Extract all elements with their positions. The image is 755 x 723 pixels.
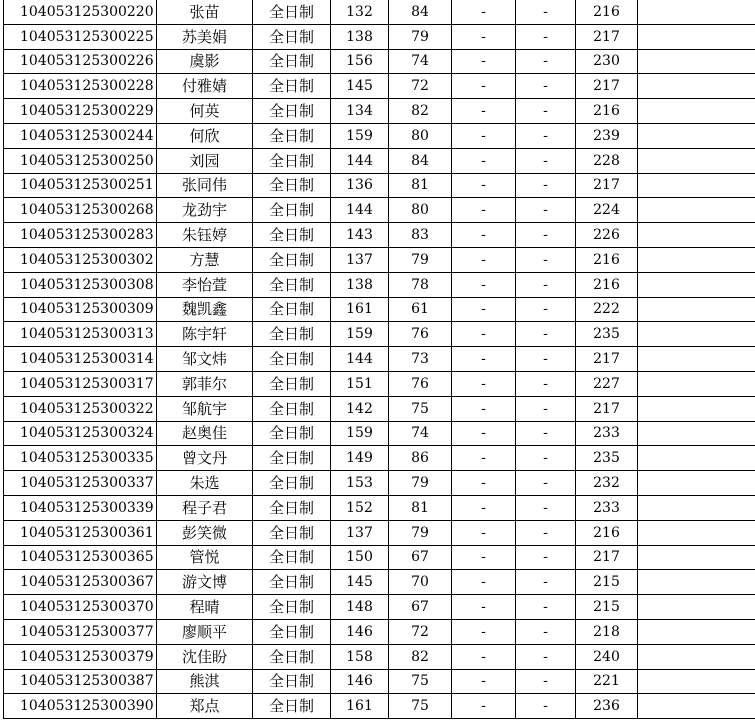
score-4-cell: - bbox=[516, 99, 576, 124]
score-1-cell: 143 bbox=[331, 223, 389, 248]
score-1-cell: 145 bbox=[331, 570, 389, 595]
total-score-cell: 230 bbox=[576, 49, 638, 74]
table-row bbox=[4, 123, 755, 148]
total-score-cell: 228 bbox=[576, 148, 638, 173]
score-2-cell: 76 bbox=[389, 371, 452, 396]
score-1-cell: 159 bbox=[331, 421, 389, 446]
table-row bbox=[4, 694, 755, 719]
score-3-cell: - bbox=[452, 644, 516, 669]
remark-cell bbox=[638, 595, 755, 620]
study-mode-cell: 全日制 bbox=[253, 471, 331, 496]
score-2-cell: 86 bbox=[389, 446, 452, 471]
score-3-cell: - bbox=[452, 24, 516, 49]
score-3-cell: - bbox=[452, 545, 516, 570]
candidate-name-cell: 李怡萱 bbox=[157, 272, 253, 297]
candidate-name-cell: 张苗 bbox=[157, 0, 253, 24]
score-1-cell: 144 bbox=[331, 198, 389, 223]
score-3-cell: - bbox=[452, 495, 516, 520]
score-2-cell: 79 bbox=[389, 24, 452, 49]
total-score-cell: 217 bbox=[576, 24, 638, 49]
score-2-cell: 76 bbox=[389, 322, 452, 347]
candidate-name-cell: 魏凯鑫 bbox=[157, 297, 253, 322]
score-3-cell: - bbox=[452, 619, 516, 644]
candidate-name-cell: 邹文炜 bbox=[157, 347, 253, 372]
candidate-name-cell: 龙劲宇 bbox=[157, 198, 253, 223]
table-row bbox=[4, 148, 755, 173]
remark-cell bbox=[638, 223, 755, 248]
score-3-cell: - bbox=[452, 49, 516, 74]
candidate-id-cell: 104053125300250 bbox=[4, 148, 157, 173]
candidate-id-cell: 104053125300317 bbox=[4, 371, 157, 396]
table-row bbox=[4, 446, 755, 471]
score-4-cell: - bbox=[516, 396, 576, 421]
score-1-cell: 152 bbox=[331, 495, 389, 520]
score-4-cell: - bbox=[516, 619, 576, 644]
study-mode-cell: 全日制 bbox=[253, 173, 331, 198]
study-mode-cell: 全日制 bbox=[253, 495, 331, 520]
remark-cell bbox=[638, 371, 755, 396]
score-3-cell: - bbox=[452, 421, 516, 446]
candidate-name-cell: 朱选 bbox=[157, 471, 253, 496]
score-table-body bbox=[4, 0, 755, 719]
score-3-cell: - bbox=[452, 99, 516, 124]
score-4-cell: - bbox=[516, 223, 576, 248]
score-2-cell: 75 bbox=[389, 694, 452, 719]
candidate-id-cell: 104053125300283 bbox=[4, 223, 157, 248]
study-mode-cell: 全日制 bbox=[253, 24, 331, 49]
study-mode-cell: 全日制 bbox=[253, 49, 331, 74]
total-score-cell: 233 bbox=[576, 495, 638, 520]
score-1-cell: 148 bbox=[331, 595, 389, 620]
score-table bbox=[3, 0, 755, 719]
score-4-cell: - bbox=[516, 669, 576, 694]
score-2-cell: 83 bbox=[389, 223, 452, 248]
score-3-cell: - bbox=[452, 471, 516, 496]
score-4-cell: - bbox=[516, 446, 576, 471]
remark-cell bbox=[638, 297, 755, 322]
score-3-cell: - bbox=[452, 148, 516, 173]
candidate-id-cell: 104053125300337 bbox=[4, 471, 157, 496]
table-row bbox=[4, 322, 755, 347]
score-2-cell: 67 bbox=[389, 545, 452, 570]
remark-cell bbox=[638, 669, 755, 694]
score-3-cell: - bbox=[452, 297, 516, 322]
candidate-id-cell: 104053125300268 bbox=[4, 198, 157, 223]
score-4-cell: - bbox=[516, 297, 576, 322]
candidate-name-cell: 廖顺平 bbox=[157, 619, 253, 644]
candidate-name-cell: 曾文丹 bbox=[157, 446, 253, 471]
study-mode-cell: 全日制 bbox=[253, 421, 331, 446]
score-1-cell: 156 bbox=[331, 49, 389, 74]
candidate-name-cell: 朱钰婷 bbox=[157, 223, 253, 248]
remark-cell bbox=[638, 148, 755, 173]
remark-cell bbox=[638, 0, 755, 24]
score-2-cell: 70 bbox=[389, 570, 452, 595]
score-1-cell: 158 bbox=[331, 644, 389, 669]
table-row bbox=[4, 619, 755, 644]
score-2-cell: 61 bbox=[389, 297, 452, 322]
score-4-cell: - bbox=[516, 49, 576, 74]
candidate-id-cell: 104053125300302 bbox=[4, 247, 157, 272]
candidate-id-cell: 104053125300220 bbox=[4, 0, 157, 24]
score-3-cell: - bbox=[452, 669, 516, 694]
score-2-cell: 80 bbox=[389, 198, 452, 223]
score-4-cell: - bbox=[516, 520, 576, 545]
total-score-cell: 216 bbox=[576, 99, 638, 124]
total-score-cell: 222 bbox=[576, 297, 638, 322]
table-row bbox=[4, 495, 755, 520]
score-2-cell: 74 bbox=[389, 49, 452, 74]
study-mode-cell: 全日制 bbox=[253, 0, 331, 24]
score-1-cell: 146 bbox=[331, 669, 389, 694]
score-3-cell: - bbox=[452, 123, 516, 148]
score-3-cell: - bbox=[452, 322, 516, 347]
candidate-id-cell: 104053125300324 bbox=[4, 421, 157, 446]
remark-cell bbox=[638, 495, 755, 520]
candidate-name-cell: 何欣 bbox=[157, 123, 253, 148]
score-4-cell: - bbox=[516, 495, 576, 520]
candidate-name-cell: 邹航宇 bbox=[157, 396, 253, 421]
score-4-cell: - bbox=[516, 24, 576, 49]
candidate-name-cell: 刘园 bbox=[157, 148, 253, 173]
candidate-name-cell: 郭菲尔 bbox=[157, 371, 253, 396]
study-mode-cell: 全日制 bbox=[253, 669, 331, 694]
score-4-cell: - bbox=[516, 570, 576, 595]
score-2-cell: 75 bbox=[389, 669, 452, 694]
score-1-cell: 144 bbox=[331, 148, 389, 173]
total-score-cell: 235 bbox=[576, 322, 638, 347]
candidate-name-cell: 方慧 bbox=[157, 247, 253, 272]
total-score-cell: 233 bbox=[576, 421, 638, 446]
candidate-id-cell: 104053125300339 bbox=[4, 495, 157, 520]
score-3-cell: - bbox=[452, 247, 516, 272]
score-1-cell: 153 bbox=[331, 471, 389, 496]
table-row bbox=[4, 471, 755, 496]
total-score-cell: 217 bbox=[576, 396, 638, 421]
score-3-cell: - bbox=[452, 74, 516, 99]
table-row bbox=[4, 570, 755, 595]
score-4-cell: - bbox=[516, 247, 576, 272]
total-score-cell: 216 bbox=[576, 0, 638, 24]
score-3-cell: - bbox=[452, 520, 516, 545]
score-4-cell: - bbox=[516, 74, 576, 99]
score-4-cell: - bbox=[516, 471, 576, 496]
table-row bbox=[4, 644, 755, 669]
score-3-cell: - bbox=[452, 198, 516, 223]
total-score-cell: 217 bbox=[576, 74, 638, 99]
score-1-cell: 136 bbox=[331, 173, 389, 198]
score-1-cell: 145 bbox=[331, 74, 389, 99]
score-2-cell: 73 bbox=[389, 347, 452, 372]
candidate-id-cell: 104053125300313 bbox=[4, 322, 157, 347]
total-score-cell: 240 bbox=[576, 644, 638, 669]
table-row bbox=[4, 371, 755, 396]
study-mode-cell: 全日制 bbox=[253, 619, 331, 644]
score-4-cell: - bbox=[516, 322, 576, 347]
candidate-id-cell: 104053125300229 bbox=[4, 99, 157, 124]
score-1-cell: 149 bbox=[331, 446, 389, 471]
score-3-cell: - bbox=[452, 173, 516, 198]
study-mode-cell: 全日制 bbox=[253, 396, 331, 421]
candidate-id-cell: 104053125300377 bbox=[4, 619, 157, 644]
score-4-cell: - bbox=[516, 545, 576, 570]
table-row bbox=[4, 520, 755, 545]
study-mode-cell: 全日制 bbox=[253, 247, 331, 272]
study-mode-cell: 全日制 bbox=[253, 272, 331, 297]
candidate-id-cell: 104053125300387 bbox=[4, 669, 157, 694]
study-mode-cell: 全日制 bbox=[253, 545, 331, 570]
remark-cell bbox=[638, 446, 755, 471]
total-score-cell: 216 bbox=[576, 247, 638, 272]
score-3-cell: - bbox=[452, 570, 516, 595]
table-row bbox=[4, 421, 755, 446]
remark-cell bbox=[638, 347, 755, 372]
total-score-cell: 232 bbox=[576, 471, 638, 496]
study-mode-cell: 全日制 bbox=[253, 123, 331, 148]
table-row bbox=[4, 0, 755, 24]
candidate-name-cell: 虞影 bbox=[157, 49, 253, 74]
score-2-cell: 81 bbox=[389, 173, 452, 198]
study-mode-cell: 全日制 bbox=[253, 223, 331, 248]
score-1-cell: 137 bbox=[331, 520, 389, 545]
candidate-name-cell: 张同伟 bbox=[157, 173, 253, 198]
candidate-name-cell: 熊淇 bbox=[157, 669, 253, 694]
candidate-id-cell: 104053125300226 bbox=[4, 49, 157, 74]
score-1-cell: 161 bbox=[331, 297, 389, 322]
score-4-cell: - bbox=[516, 694, 576, 719]
remark-cell bbox=[638, 570, 755, 595]
table-row bbox=[4, 272, 755, 297]
score-2-cell: 72 bbox=[389, 619, 452, 644]
candidate-name-cell: 何英 bbox=[157, 99, 253, 124]
remark-cell bbox=[638, 173, 755, 198]
candidate-id-cell: 104053125300335 bbox=[4, 446, 157, 471]
study-mode-cell: 全日制 bbox=[253, 322, 331, 347]
score-4-cell: - bbox=[516, 595, 576, 620]
table-row bbox=[4, 595, 755, 620]
candidate-id-cell: 104053125300365 bbox=[4, 545, 157, 570]
study-mode-cell: 全日制 bbox=[253, 148, 331, 173]
total-score-cell: 215 bbox=[576, 595, 638, 620]
score-2-cell: 79 bbox=[389, 520, 452, 545]
candidate-name-cell: 程晴 bbox=[157, 595, 253, 620]
candidate-name-cell: 付雅婧 bbox=[157, 74, 253, 99]
score-3-cell: - bbox=[452, 595, 516, 620]
score-2-cell: 82 bbox=[389, 644, 452, 669]
total-score-cell: 217 bbox=[576, 173, 638, 198]
score-4-cell: - bbox=[516, 173, 576, 198]
remark-cell bbox=[638, 520, 755, 545]
total-score-cell: 239 bbox=[576, 123, 638, 148]
candidate-name-cell: 苏美娟 bbox=[157, 24, 253, 49]
table-row bbox=[4, 223, 755, 248]
candidate-id-cell: 104053125300379 bbox=[4, 644, 157, 669]
candidate-id-cell: 104053125300370 bbox=[4, 595, 157, 620]
candidate-id-cell: 104053125300309 bbox=[4, 297, 157, 322]
study-mode-cell: 全日制 bbox=[253, 644, 331, 669]
candidate-id-cell: 104053125300308 bbox=[4, 272, 157, 297]
study-mode-cell: 全日制 bbox=[253, 371, 331, 396]
score-4-cell: - bbox=[516, 148, 576, 173]
total-score-cell: 218 bbox=[576, 619, 638, 644]
remark-cell bbox=[638, 49, 755, 74]
study-mode-cell: 全日制 bbox=[253, 570, 331, 595]
score-2-cell: 79 bbox=[389, 471, 452, 496]
candidate-id-cell: 104053125300314 bbox=[4, 347, 157, 372]
table-row bbox=[4, 545, 755, 570]
score-2-cell: 80 bbox=[389, 123, 452, 148]
candidate-id-cell: 104053125300390 bbox=[4, 694, 157, 719]
score-3-cell: - bbox=[452, 694, 516, 719]
score-1-cell: 146 bbox=[331, 619, 389, 644]
score-1-cell: 137 bbox=[331, 247, 389, 272]
score-1-cell: 159 bbox=[331, 322, 389, 347]
score-2-cell: 84 bbox=[389, 148, 452, 173]
candidate-name-cell: 沈佳盼 bbox=[157, 644, 253, 669]
remark-cell bbox=[638, 198, 755, 223]
remark-cell bbox=[638, 421, 755, 446]
candidate-id-cell: 104053125300251 bbox=[4, 173, 157, 198]
score-2-cell: 75 bbox=[389, 396, 452, 421]
score-1-cell: 134 bbox=[331, 99, 389, 124]
candidate-name-cell: 游文博 bbox=[157, 570, 253, 595]
table-row bbox=[4, 24, 755, 49]
score-2-cell: 67 bbox=[389, 595, 452, 620]
table-row bbox=[4, 198, 755, 223]
study-mode-cell: 全日制 bbox=[253, 347, 331, 372]
total-score-cell: 224 bbox=[576, 198, 638, 223]
score-1-cell: 161 bbox=[331, 694, 389, 719]
score-1-cell: 142 bbox=[331, 396, 389, 421]
total-score-cell: 226 bbox=[576, 223, 638, 248]
score-4-cell: - bbox=[516, 644, 576, 669]
study-mode-cell: 全日制 bbox=[253, 74, 331, 99]
candidate-name-cell: 赵奥佳 bbox=[157, 421, 253, 446]
remark-cell bbox=[638, 272, 755, 297]
score-2-cell: 79 bbox=[389, 247, 452, 272]
score-4-cell: - bbox=[516, 371, 576, 396]
table-row bbox=[4, 173, 755, 198]
score-2-cell: 72 bbox=[389, 74, 452, 99]
remark-cell bbox=[638, 74, 755, 99]
table-row bbox=[4, 247, 755, 272]
study-mode-cell: 全日制 bbox=[253, 520, 331, 545]
table-row bbox=[4, 49, 755, 74]
score-4-cell: - bbox=[516, 421, 576, 446]
candidate-name-cell: 陈宇轩 bbox=[157, 322, 253, 347]
score-4-cell: - bbox=[516, 198, 576, 223]
table-row bbox=[4, 347, 755, 372]
remark-cell bbox=[638, 99, 755, 124]
study-mode-cell: 全日制 bbox=[253, 595, 331, 620]
study-mode-cell: 全日制 bbox=[253, 446, 331, 471]
remark-cell bbox=[638, 24, 755, 49]
study-mode-cell: 全日制 bbox=[253, 297, 331, 322]
total-score-cell: 227 bbox=[576, 371, 638, 396]
score-1-cell: 150 bbox=[331, 545, 389, 570]
table-row bbox=[4, 396, 755, 421]
score-3-cell: - bbox=[452, 371, 516, 396]
study-mode-cell: 全日制 bbox=[253, 99, 331, 124]
total-score-cell: 216 bbox=[576, 520, 638, 545]
remark-cell bbox=[638, 123, 755, 148]
total-score-cell: 235 bbox=[576, 446, 638, 471]
score-1-cell: 144 bbox=[331, 347, 389, 372]
candidate-name-cell: 管悦 bbox=[157, 545, 253, 570]
remark-cell bbox=[638, 396, 755, 421]
candidate-id-cell: 104053125300244 bbox=[4, 123, 157, 148]
score-4-cell: - bbox=[516, 123, 576, 148]
score-2-cell: 78 bbox=[389, 272, 452, 297]
score-4-cell: - bbox=[516, 0, 576, 24]
study-mode-cell: 全日制 bbox=[253, 198, 331, 223]
score-3-cell: - bbox=[452, 0, 516, 24]
score-3-cell: - bbox=[452, 272, 516, 297]
candidate-name-cell: 彭笑微 bbox=[157, 520, 253, 545]
table-row bbox=[4, 74, 755, 99]
score-2-cell: 84 bbox=[389, 0, 452, 24]
score-3-cell: - bbox=[452, 223, 516, 248]
candidate-name-cell: 郑点 bbox=[157, 694, 253, 719]
score-4-cell: - bbox=[516, 347, 576, 372]
remark-cell bbox=[638, 644, 755, 669]
total-score-cell: 217 bbox=[576, 545, 638, 570]
score-1-cell: 159 bbox=[331, 123, 389, 148]
score-1-cell: 132 bbox=[331, 0, 389, 24]
total-score-cell: 215 bbox=[576, 570, 638, 595]
score-3-cell: - bbox=[452, 396, 516, 421]
remark-cell bbox=[638, 471, 755, 496]
remark-cell bbox=[638, 694, 755, 719]
candidate-id-cell: 104053125300361 bbox=[4, 520, 157, 545]
remark-cell bbox=[638, 545, 755, 570]
score-1-cell: 151 bbox=[331, 371, 389, 396]
table-row bbox=[4, 99, 755, 124]
table-row bbox=[4, 297, 755, 322]
total-score-cell: 217 bbox=[576, 347, 638, 372]
total-score-cell: 236 bbox=[576, 694, 638, 719]
total-score-cell: 216 bbox=[576, 272, 638, 297]
study-mode-cell: 全日制 bbox=[253, 694, 331, 719]
remark-cell bbox=[638, 247, 755, 272]
score-3-cell: - bbox=[452, 446, 516, 471]
candidate-name-cell: 程子君 bbox=[157, 495, 253, 520]
score-2-cell: 74 bbox=[389, 421, 452, 446]
table-row bbox=[4, 669, 755, 694]
score-1-cell: 138 bbox=[331, 24, 389, 49]
candidate-id-cell: 104053125300228 bbox=[4, 74, 157, 99]
score-3-cell: - bbox=[452, 347, 516, 372]
score-1-cell: 138 bbox=[331, 272, 389, 297]
remark-cell bbox=[638, 322, 755, 347]
remark-cell bbox=[638, 619, 755, 644]
total-score-cell: 221 bbox=[576, 669, 638, 694]
score-4-cell: - bbox=[516, 272, 576, 297]
score-2-cell: 81 bbox=[389, 495, 452, 520]
candidate-id-cell: 104053125300322 bbox=[4, 396, 157, 421]
score-2-cell: 82 bbox=[389, 99, 452, 124]
candidate-id-cell: 104053125300367 bbox=[4, 570, 157, 595]
candidate-id-cell: 104053125300225 bbox=[4, 24, 157, 49]
